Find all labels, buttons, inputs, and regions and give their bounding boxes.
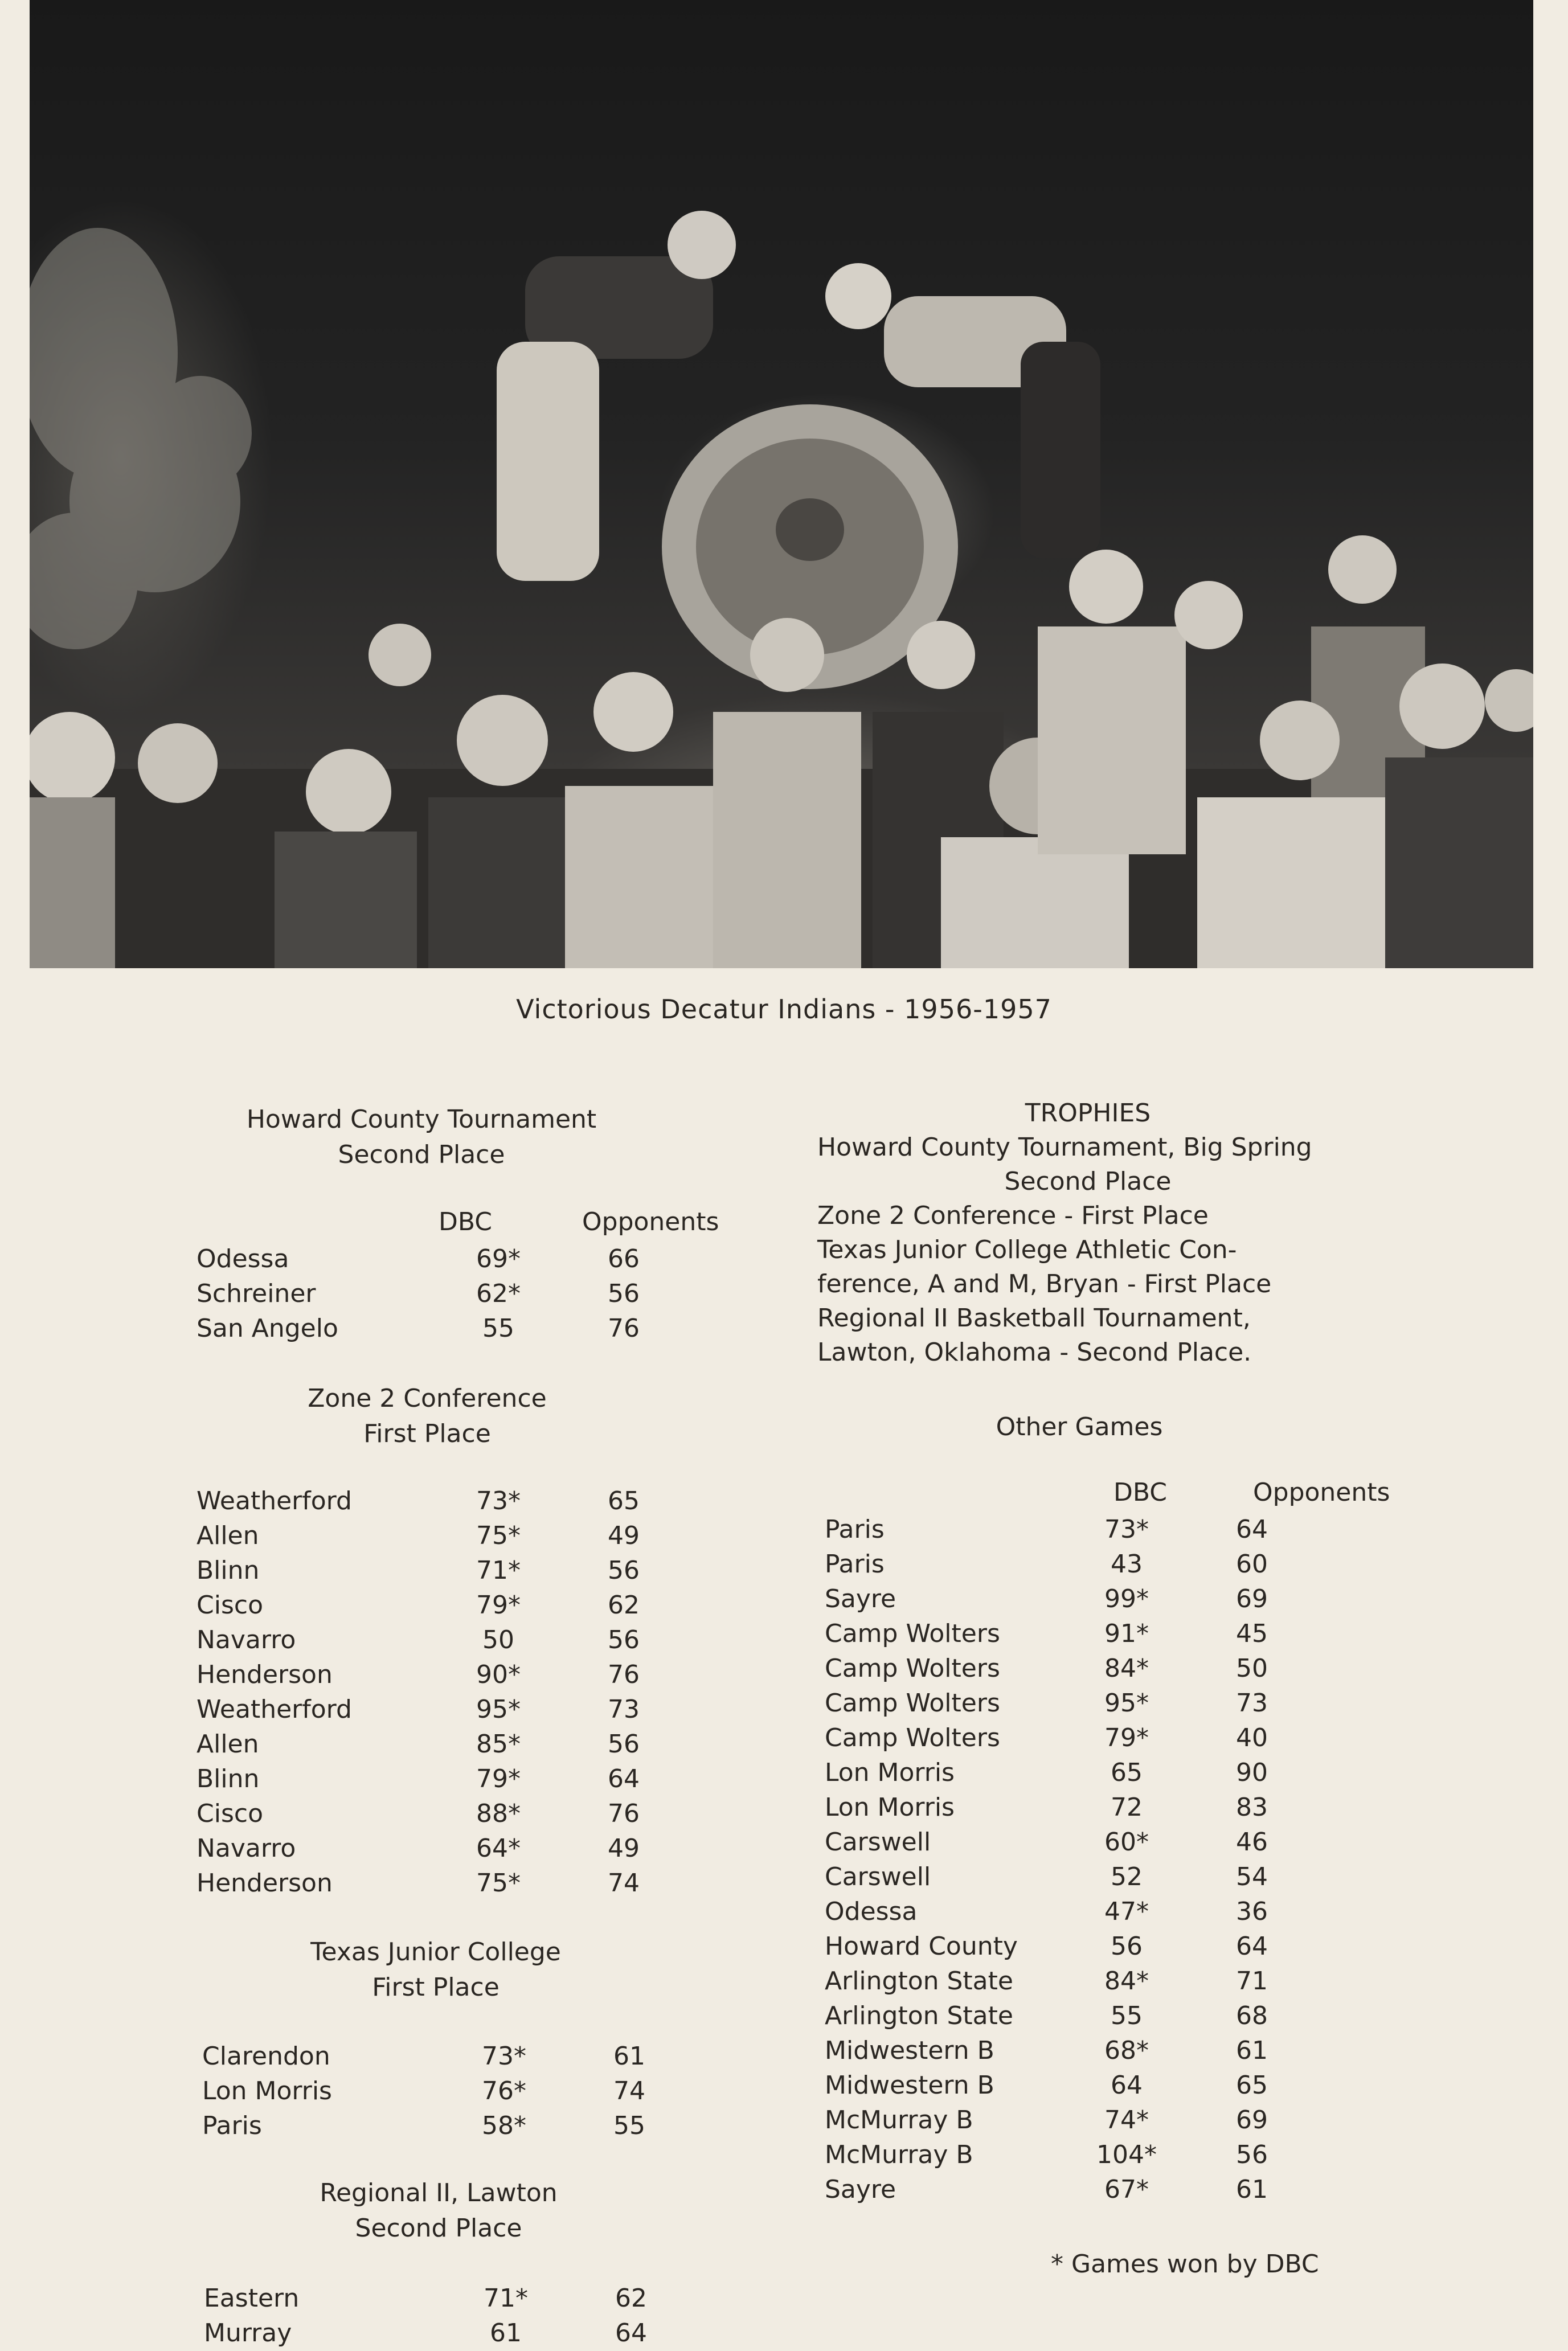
team-name: Carswell xyxy=(825,1862,931,1891)
dbc-score: 99* xyxy=(1104,1584,1149,1613)
dbc-score: 56 xyxy=(1111,1932,1143,1961)
score-row xyxy=(196,1727,686,1762)
dbc-score: 71* xyxy=(484,2284,528,2313)
team-name: Paris xyxy=(825,1550,885,1579)
dbc-score: 64 xyxy=(1111,2071,1143,2100)
score-row xyxy=(825,2137,1315,2172)
opponent-score: 60 xyxy=(1236,1550,1268,1579)
opponent-score: 56 xyxy=(608,1279,640,1308)
dbc-score: 91* xyxy=(1104,1619,1149,1648)
opponent-score: 56 xyxy=(608,1730,640,1759)
tree-foliage xyxy=(30,228,252,649)
score-row xyxy=(825,1651,1315,1686)
score-row xyxy=(825,1686,1315,1721)
score-row xyxy=(825,1964,1315,1998)
score-row xyxy=(196,1553,686,1588)
team-name: Clarendon xyxy=(202,2042,330,2071)
score-row xyxy=(202,2108,692,2143)
opponent-score: 61 xyxy=(613,2042,645,2071)
dbc-score: 75* xyxy=(476,1869,521,1898)
score-row xyxy=(202,2074,692,2108)
other-games-table xyxy=(825,1512,1315,2207)
zone-score-table xyxy=(196,1484,686,1901)
score-row xyxy=(204,2316,694,2350)
team-name: Paris xyxy=(202,2111,262,2140)
score-row xyxy=(196,1242,686,1276)
opponent-score: 76 xyxy=(608,1799,640,1828)
dbc-score: 76* xyxy=(482,2076,526,2106)
dbc-score: 75* xyxy=(476,1521,521,1550)
team-name: Eastern xyxy=(204,2284,300,2313)
score-row xyxy=(825,1512,1315,1547)
team-name: Henderson xyxy=(196,1660,333,1689)
score-row xyxy=(196,1518,686,1553)
regional-title: Regional II, Lawton xyxy=(320,2178,558,2207)
opponent-score: 64 xyxy=(608,1764,640,1793)
trophy-line-6: Regional II Basketball Tournament, xyxy=(817,1304,1251,1333)
dbc-score: 60* xyxy=(1104,1828,1149,1857)
opponent-score: 56 xyxy=(608,1556,640,1585)
score-row xyxy=(825,2033,1315,2068)
dbc-score: 50 xyxy=(482,1625,514,1654)
team-name: Allen xyxy=(196,1521,259,1550)
opponent-score: 65 xyxy=(608,1486,640,1516)
zone-title: Zone 2 Conference xyxy=(308,1384,547,1413)
team-name: Lon Morris xyxy=(825,1758,955,1787)
tjc-heading xyxy=(202,1935,669,2005)
score-row xyxy=(825,1721,1315,1755)
tjc-score-table xyxy=(202,2039,692,2143)
trophy-line-3: Zone 2 Conference - First Place xyxy=(817,1201,1209,1230)
team-name: Camp Wolters xyxy=(825,1689,1000,1718)
opponent-score: 66 xyxy=(608,1244,640,1273)
opponent-score: 76 xyxy=(608,1314,640,1343)
zone-heading xyxy=(194,1381,661,1452)
team-name: Midwestern B xyxy=(825,2036,994,2065)
trophy-line-4: Texas Junior College Athletic Con- xyxy=(817,1235,1237,1264)
team-name: San Angelo xyxy=(196,1314,338,1343)
opponent-score: 40 xyxy=(1236,1723,1268,1752)
team-name: Navarro xyxy=(196,1625,296,1654)
dbc-score: 73* xyxy=(482,2042,526,2071)
team-name: Arlington State xyxy=(825,2001,1013,2030)
opponent-score: 73 xyxy=(608,1695,640,1724)
dbc-score: 79* xyxy=(1104,1723,1149,1752)
dbc-score: 69* xyxy=(476,1244,521,1273)
team-name: Howard County xyxy=(825,1932,1018,1961)
tjc-title: Texas Junior College xyxy=(310,1938,561,1967)
trophies-section xyxy=(817,1096,1358,1370)
team-name: Navarro xyxy=(196,1834,296,1863)
dbc-score: 61 xyxy=(490,2319,522,2348)
opponent-score: 64 xyxy=(1236,1932,1268,1961)
team-name: Allen xyxy=(196,1730,259,1759)
score-row xyxy=(196,1796,686,1831)
opponent-score: 55 xyxy=(613,2111,645,2140)
regional-score-table xyxy=(204,2281,694,2350)
score-row xyxy=(825,1859,1315,1894)
dbc-score: 73* xyxy=(1104,1515,1149,1544)
team-name: Schreiner xyxy=(196,1279,316,1308)
team-name: Camp Wolters xyxy=(825,1723,1000,1752)
score-row xyxy=(196,1657,686,1692)
score-row xyxy=(825,1894,1315,1929)
opponent-score: 74 xyxy=(608,1869,640,1898)
opponent-score: 69 xyxy=(1236,1584,1268,1613)
dbc-score: 95* xyxy=(1104,1689,1149,1718)
team-name: Cisco xyxy=(196,1799,263,1828)
dbc-score: 62* xyxy=(476,1279,521,1308)
opponent-score: 90 xyxy=(1236,1758,1268,1787)
dbc-score: 74* xyxy=(1104,2106,1149,2135)
opponent-score: 64 xyxy=(615,2319,647,2348)
team-celebration-photo xyxy=(30,0,1533,968)
howard-subtitle: Second Place xyxy=(338,1140,505,1169)
dbc-score: 64* xyxy=(476,1834,521,1863)
other-col-dbc: DBC xyxy=(1113,1478,1168,1507)
zone-subtitle: First Place xyxy=(363,1419,491,1448)
howard-score-table xyxy=(196,1242,686,1346)
score-row xyxy=(825,2068,1315,2103)
score-row xyxy=(825,1790,1315,1825)
dbc-score: 85* xyxy=(476,1730,521,1759)
dbc-score: 71* xyxy=(476,1556,521,1585)
footnote: * Games won by DBC xyxy=(1051,2250,1319,2279)
team-name: Odessa xyxy=(825,1897,918,1926)
score-row xyxy=(825,1582,1315,1616)
team-name: Sayre xyxy=(825,1584,896,1613)
opponent-score: 61 xyxy=(1236,2175,1268,2204)
regional-subtitle: Second Place xyxy=(355,2214,522,2243)
photo-caption: Victorious Decatur Indians - 1956-1957 xyxy=(516,994,1052,1025)
opponent-score: 74 xyxy=(613,2076,645,2106)
howard-col-dbc: DBC xyxy=(439,1207,493,1236)
dbc-score: 84* xyxy=(1104,1967,1149,1996)
dbc-score: 95* xyxy=(476,1695,521,1724)
score-row xyxy=(825,2103,1315,2137)
team-name: Lon Morris xyxy=(825,1793,955,1822)
opponent-score: 49 xyxy=(608,1521,640,1550)
team-name: Sayre xyxy=(825,2175,896,2204)
opponent-score: 62 xyxy=(608,1591,640,1620)
score-row xyxy=(196,1762,686,1796)
dbc-score: 72 xyxy=(1111,1793,1143,1822)
opponent-score: 56 xyxy=(608,1625,640,1654)
team-name: Midwestern B xyxy=(825,2071,994,2100)
team-name: Camp Wolters xyxy=(825,1654,1000,1683)
score-row xyxy=(825,1547,1315,1582)
dbc-score: 55 xyxy=(482,1314,514,1343)
photo-silhouettes xyxy=(30,0,1533,968)
howard-col-opponents: Opponents xyxy=(582,1207,719,1236)
opponent-score: 69 xyxy=(1236,2106,1268,2135)
score-row xyxy=(825,1755,1315,1790)
score-row xyxy=(196,1831,686,1866)
score-row xyxy=(196,1311,686,1346)
team-name: McMurray B xyxy=(825,2106,973,2135)
trophy-line-5: ference, A and M, Bryan - First Place xyxy=(817,1269,1272,1299)
opponent-score: 54 xyxy=(1236,1862,1268,1891)
score-row xyxy=(202,2039,692,2074)
team-name: Blinn xyxy=(196,1764,260,1793)
trophy-line-7: Lawton, Oklahoma - Second Place. xyxy=(817,1338,1252,1367)
opponent-score: 45 xyxy=(1236,1619,1268,1648)
score-row xyxy=(204,2281,694,2316)
dbc-score: 79* xyxy=(476,1764,521,1793)
team-name: Arlington State xyxy=(825,1967,1013,1996)
score-row xyxy=(825,2172,1315,2207)
dbc-score: 47* xyxy=(1104,1897,1149,1926)
score-row xyxy=(196,1692,686,1727)
score-row xyxy=(196,1276,686,1311)
opponent-score: 76 xyxy=(608,1660,640,1689)
opponent-score: 61 xyxy=(1236,2036,1268,2065)
score-row xyxy=(825,1929,1315,1964)
dbc-score: 58* xyxy=(482,2111,526,2140)
team-name: Murray xyxy=(204,2319,292,2348)
score-row xyxy=(825,1998,1315,2033)
howard-title: Howard County Tournament xyxy=(246,1105,597,1134)
team-name: Henderson xyxy=(196,1869,333,1898)
team-name: Cisco xyxy=(196,1591,263,1620)
tjc-subtitle: First Place xyxy=(372,1973,500,2002)
trophy-line-1: Howard County Tournament, Big Spring xyxy=(817,1133,1312,1162)
dbc-score: 68* xyxy=(1104,2036,1149,2065)
dbc-score: 73* xyxy=(476,1486,521,1516)
opponent-score: 65 xyxy=(1236,2071,1268,2100)
score-row xyxy=(196,1866,686,1901)
opponent-score: 73 xyxy=(1236,1689,1268,1718)
dbc-score: 67* xyxy=(1104,2175,1149,2204)
trophies-title: TROPHIES xyxy=(1025,1099,1151,1128)
dbc-score: 43 xyxy=(1111,1550,1143,1579)
team-name: McMurray B xyxy=(825,2140,973,2169)
dbc-score: 65 xyxy=(1111,1758,1143,1787)
opponent-score: 56 xyxy=(1236,2140,1268,2169)
dbc-score: 88* xyxy=(476,1799,521,1828)
team-name: Carswell xyxy=(825,1828,931,1857)
team-name: Paris xyxy=(825,1515,885,1544)
opponent-score: 50 xyxy=(1236,1654,1268,1683)
opponent-score: 71 xyxy=(1236,1967,1268,1996)
other-games-heading: Other Games xyxy=(996,1412,1163,1441)
opponent-score: 62 xyxy=(615,2284,647,2313)
opponent-score: 49 xyxy=(608,1834,640,1863)
dbc-score: 90* xyxy=(476,1660,521,1689)
opponent-score: 46 xyxy=(1236,1828,1268,1857)
other-col-opponents: Opponents xyxy=(1253,1478,1390,1507)
howard-heading xyxy=(188,1102,655,1173)
opponent-score: 36 xyxy=(1236,1897,1268,1926)
score-row xyxy=(196,1588,686,1623)
score-row xyxy=(196,1623,686,1657)
dbc-score: 104* xyxy=(1096,2140,1157,2169)
opponent-score: 83 xyxy=(1236,1793,1268,1822)
opponent-score: 68 xyxy=(1236,2001,1268,2030)
dbc-score: 52 xyxy=(1111,1862,1143,1891)
dbc-score: 55 xyxy=(1111,2001,1143,2030)
trophy-line-2: Second Place xyxy=(1004,1167,1172,1196)
dbc-score: 84* xyxy=(1104,1654,1149,1683)
team-name: Camp Wolters xyxy=(825,1619,1000,1648)
team-name: Odessa xyxy=(196,1244,289,1273)
dbc-score: 79* xyxy=(476,1591,521,1620)
team-name: Lon Morris xyxy=(202,2076,332,2106)
team-name: Weatherford xyxy=(196,1695,352,1724)
score-row xyxy=(825,1825,1315,1859)
opponent-score: 64 xyxy=(1236,1515,1268,1544)
score-row xyxy=(825,1616,1315,1651)
regional-heading xyxy=(205,2176,672,2246)
score-row xyxy=(196,1484,686,1518)
team-name: Blinn xyxy=(196,1556,260,1585)
team-name: Weatherford xyxy=(196,1486,352,1516)
